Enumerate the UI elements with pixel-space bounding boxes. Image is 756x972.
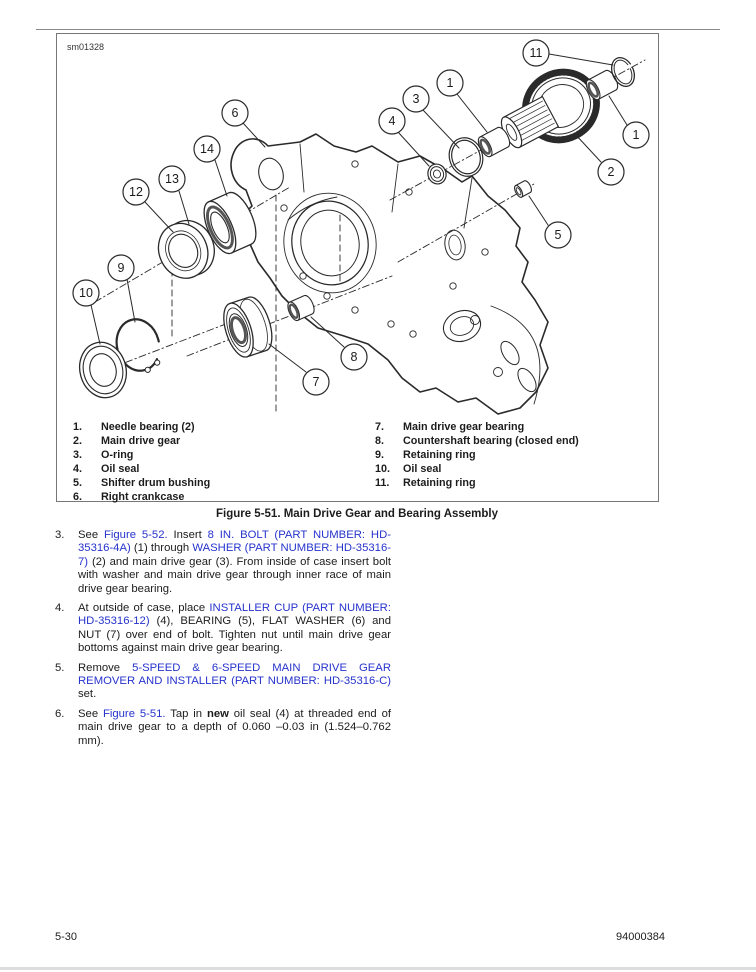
- legend-left: [73, 421, 363, 504]
- legend-item-label: Retaining ring: [403, 476, 476, 489]
- step-text: See: [78, 529, 104, 541]
- cross-reference-link[interactable]: WASHER (PART NUMBER: HD-35316-7): [78, 542, 391, 568]
- cross-reference-link[interactable]: 5-SPEED & 6-SPEED MAIN DRIVE GEAR REMOVER AND INSTALLER (PART NUMBER: HD-35316-C): [78, 661, 391, 688]
- legend-item-label: Oil seal: [101, 462, 140, 475]
- step-text: (2) and main drive gear (3). From inside of case insert bolt with washer and main drive gear through inner race of main drive gear bearing.: [78, 555, 391, 595]
- legend-item: [73, 463, 363, 477]
- svg-text:3: 3: [412, 92, 420, 106]
- step-number: 6.: [55, 707, 65, 720]
- top-rule: [36, 29, 720, 30]
- svg-text:13: 13: [165, 172, 179, 186]
- callout-14: [194, 136, 220, 162]
- step-text: set.: [78, 688, 97, 701]
- callout-6: [222, 100, 248, 126]
- svg-text:7: 7: [312, 375, 320, 389]
- procedure-step: [55, 708, 391, 748]
- svg-text:4: 4: [388, 114, 396, 128]
- legend-item-label: Main drive gear: [101, 434, 181, 447]
- step-text: new: [206, 707, 229, 720]
- callout-12: [123, 179, 149, 205]
- legend-item-label: Shifter drum bushing: [101, 476, 211, 489]
- step-text: Remove: [78, 661, 133, 674]
- cross-reference-link[interactable]: Figure 5-52.: [103, 529, 168, 541]
- step-text: Tap in: [165, 707, 207, 720]
- step-text: (1) through: [130, 542, 193, 555]
- legend-item-number: 1.: [73, 421, 83, 433]
- callout-1-mid: [437, 70, 463, 96]
- page-number: 5-30: [55, 931, 78, 943]
- legend-item: [73, 491, 363, 505]
- step-text: oil seal (4) at threaded end of main drive gear to a depth of 0.060 –0.03 in (1.524–0.762 mm).: [78, 707, 391, 747]
- legend-right: [375, 421, 645, 491]
- legend-item-number: 11.: [375, 476, 390, 489]
- legend-item: [73, 477, 363, 491]
- callout-1-right: [623, 122, 649, 148]
- legend-item: [375, 449, 645, 463]
- svg-text:9: 9: [117, 261, 125, 275]
- figure-caption: Figure 5-51. Main Drive Gear and Bearing Assembly: [215, 508, 499, 520]
- step-text: Insert: [167, 529, 208, 541]
- svg-text:12: 12: [129, 185, 143, 199]
- cross-reference-link[interactable]: Figure 5-51.: [102, 707, 166, 720]
- step-text: At outside of case, place: [78, 602, 210, 615]
- svg-text:6: 6: [231, 106, 239, 120]
- legend-item-number: 4.: [73, 462, 83, 475]
- callout-11: [523, 40, 549, 66]
- legend-item-label: Oil seal: [403, 462, 442, 475]
- legend-item: [375, 421, 645, 435]
- svg-text:8: 8: [350, 350, 358, 364]
- svg-text:11: 11: [529, 46, 543, 60]
- legend-item-number: 9.: [375, 448, 385, 461]
- svg-text:1: 1: [446, 76, 454, 90]
- legend-item-label: Needle bearing (2): [101, 421, 195, 433]
- step-number: 5.: [55, 661, 65, 674]
- doc-number: 94000384: [616, 931, 665, 943]
- legend-item-label: Countershaft bearing (closed end): [403, 434, 579, 447]
- procedure-step: [55, 602, 391, 656]
- callout-10: [73, 280, 99, 306]
- exploded-diagram: [57, 34, 658, 416]
- step-number: 4.: [55, 602, 65, 615]
- callout-4: [379, 108, 405, 134]
- step-text: (4), BEARING (5), FLAT WASHER (6) and NUT (7) over end of bolt. Tighten nut until main drive gear bottoms against main drive gear bearing.: [78, 615, 391, 655]
- oil-seal-10-illustration: [74, 337, 133, 403]
- legend-item: [73, 449, 363, 463]
- callout-5: [545, 222, 571, 248]
- svg-text:1: 1: [632, 128, 640, 142]
- step-number: 3.: [55, 529, 65, 541]
- legend-item-number: 6.: [73, 490, 83, 503]
- callout-13: [159, 166, 185, 192]
- svg-text:10: 10: [79, 286, 93, 300]
- legend-item-number: 5.: [73, 476, 83, 489]
- svg-text:14: 14: [200, 142, 214, 156]
- legend-item-number: 2.: [73, 434, 83, 447]
- callout-2: [598, 159, 624, 185]
- legend-item-number: 8.: [375, 434, 385, 447]
- callout-8: [341, 344, 367, 370]
- cross-reference-link[interactable]: INSTALLER CUP (PART NUMBER: HD-35316-12): [78, 602, 391, 628]
- legend-item-label: Retaining ring: [403, 448, 476, 461]
- step-text: See: [78, 707, 103, 720]
- legend-item: [375, 477, 645, 491]
- legend-item-number: 10.: [375, 462, 391, 475]
- legend-item-label: Main drive gear bearing: [403, 421, 525, 433]
- page-bottom-edge: [0, 967, 756, 970]
- legend-item-label: O-ring: [101, 448, 134, 461]
- svg-text:2: 2: [607, 165, 615, 179]
- legend-item: [375, 435, 645, 449]
- figure-box: [56, 33, 659, 502]
- svg-text:5: 5: [554, 228, 562, 242]
- cross-reference-link[interactable]: 8 IN. BOLT (PART NUMBER: HD-35316-4A): [78, 529, 391, 555]
- callout-3: [403, 86, 429, 112]
- legend-item: [73, 421, 363, 435]
- callout-7: [303, 369, 329, 395]
- legend-item: [73, 435, 363, 449]
- procedure-step: [55, 529, 391, 596]
- main-drive-gear-illustration: [488, 56, 612, 167]
- legend-item-number: 7.: [375, 421, 385, 433]
- procedure-step: [55, 662, 391, 702]
- shifter-drum-bushing-illustration: [513, 180, 533, 199]
- callout-9: [108, 255, 134, 281]
- legend-item-label: Right crankcase: [101, 490, 185, 503]
- figure-image-code: sm01328: [67, 42, 105, 52]
- right-crankcase-illustration: [231, 134, 548, 414]
- procedure-steps: [55, 529, 391, 754]
- legend-item: [375, 463, 645, 477]
- page-footer: [55, 931, 665, 943]
- main-drive-gear-bearing-illustration: [218, 294, 278, 361]
- legend-item-number: 3.: [73, 448, 83, 461]
